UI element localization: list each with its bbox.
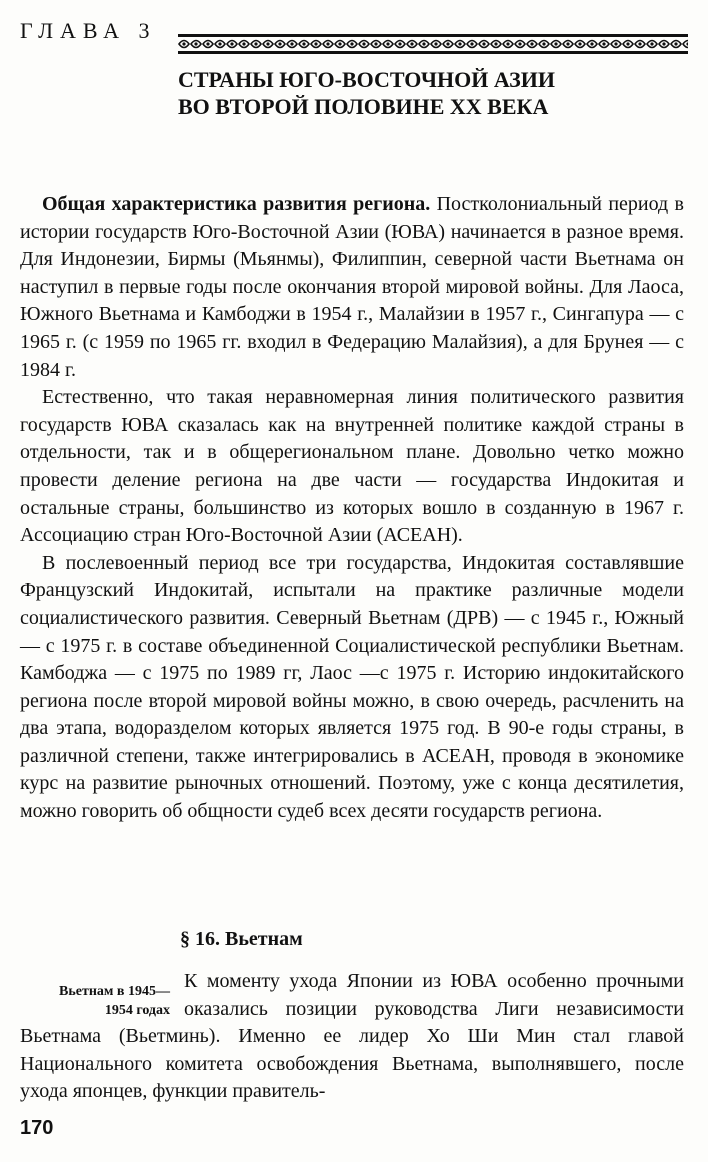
intro-paragraph-3: В послевоенный период все три государства, Индокитая составлявшие Французский Индокитай, испытали на практике различные модели социалистического развития. Северный Вьетнам (ДРВ) — с 1945 г., Южный — с 1975 г. в составе объединенной Социалистической республики Вьетнам. Камбоджа — с 1975 по 1989 гг, Лаос —с 1975 г. Историю индокитайского региона после второй мировой войны можно, в свою очередь, расчленить на два этапа, водоразделом которых является 1975 год. В 90-е годы страны, в различной степени, также интегрировались в АСЕАН, проводя в экономике курс на развитие рыночных отношений. Поэтому, уже с конца десятилетия, можно говорить об общности судеб всех десяти государств региона.: [20, 551, 684, 823]
section-paragraph: К моменту ухода Японии из ЮВА особенно прочными оказались позиции руководства Лиги независимости Вьетнама (Вьетминь). Именно ее лидер Хо Ши Мин стал главой Национального комитета освобождения Вьетнама, выполнявшего, после ухода японцев, функции правитель-: [20, 970, 684, 1103]
chapter-title-line1: СТРАНЫ ЮГО-ВОСТОЧНОЙ АЗИИ: [178, 67, 555, 92]
intro-paragraph-1-text: Постколониальный период в истории государств Юго-Восточной Азии (ЮВА) начинается в разное время. Для Индонезии, Бирмы (Мьянмы), Филиппин, северной части Вьетнама он наступил в первые годы после окончания второй мировой войны. Для Лаоса, Южного Вьетнама и Камбоджи в 1954 г., Малайзии в 1957 г., Сингапура — с 1965 г. (с 1959 по 1965 гг. входил в Федерацию Малайзия), а для Брунея — с 1984 г.: [20, 193, 684, 381]
chapter-title-line2: ВО ВТОРОЙ ПОЛОВИНЕ XX ВЕКА: [178, 94, 549, 119]
intro-lead: Общая характеристика развития региона.: [42, 193, 431, 215]
chapter-title: [178, 66, 678, 120]
margin-note-line2: 1954 годах: [104, 1003, 170, 1018]
margin-note: [20, 982, 170, 1020]
ornament-border: [178, 34, 688, 54]
intro-body: [20, 191, 684, 826]
chapter-label: ГЛАВА 3: [20, 18, 157, 43]
section-body: [20, 968, 684, 1106]
page-number: 170: [20, 1117, 54, 1139]
intro-paragraph-1: [20, 191, 684, 384]
margin-note-line1: Вьетнам в 1945—: [59, 984, 170, 999]
section-heading: § 16. Вьетнам: [180, 928, 303, 950]
intro-paragraph-2: Естественно, что такая неравномерная линия политического развития государств ЮВА сказалась как на внутренней политике каждой страны в отдельности, так и в общерегиональном плане. Довольно четко можно провести деление региона на две части — государства Индокитая и остальные страны, большинство из которых вошло в созданную в 1967 г. Ассоциацию стран Юго-Восточной Азии (АСЕАН).: [20, 386, 684, 547]
